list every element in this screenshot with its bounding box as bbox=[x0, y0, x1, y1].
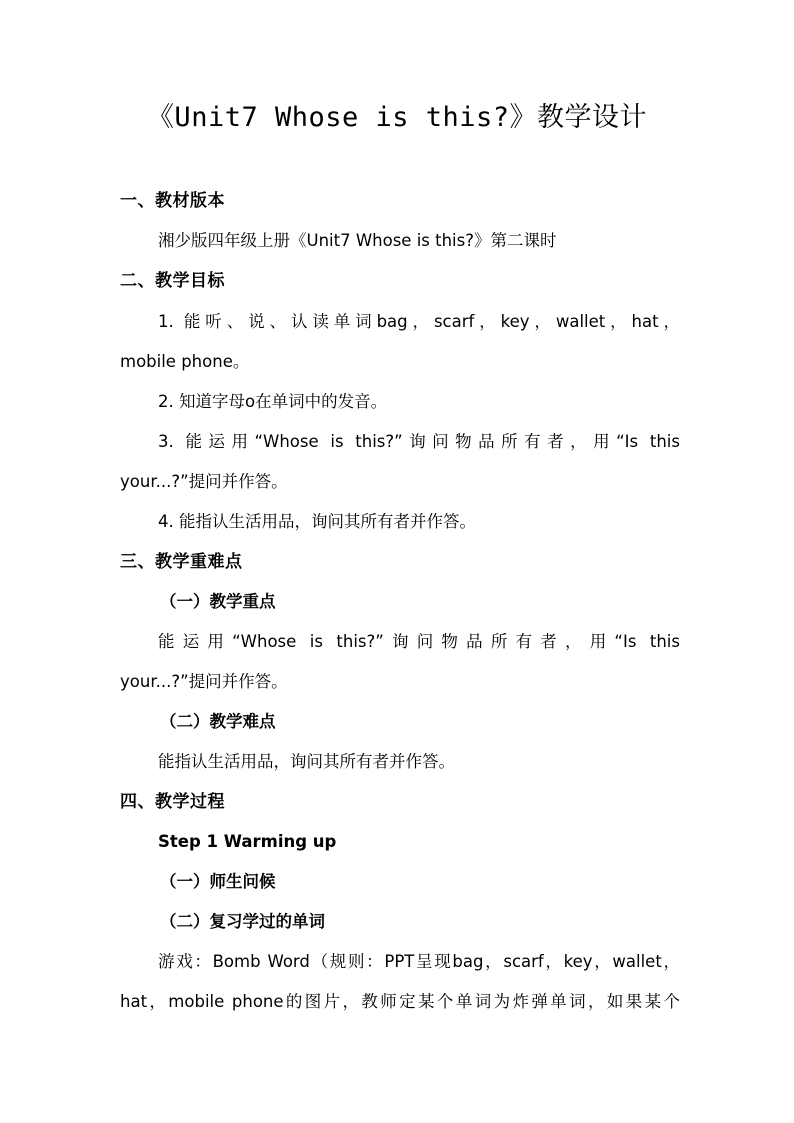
key-point-line-1: 能运用“Whose is this?”询问物品所有者，用“Is this bbox=[158, 632, 680, 651]
objective-3-line-1: 3. 能运用“Whose is this?”询问物品所有者，用“Is this bbox=[158, 432, 680, 451]
document-title: 《Unit7 Whose is this?》教学设计 bbox=[146, 102, 648, 133]
step-1-greeting: （一）师生问候 bbox=[160, 872, 276, 891]
objective-1-line-2: mobile phone。 bbox=[120, 352, 250, 371]
difficulty-text: 能指认生活用品，询问其所有者并作答。 bbox=[158, 752, 455, 771]
objective-4: 4. 能指认生活用品，询问其所有者并作答。 bbox=[158, 512, 476, 531]
section-heading-objectives: 二、教学目标 bbox=[120, 271, 225, 291]
objective-1-line-1: 1. 能听、说、认读单词bag，scarf，key，wallet，hat， bbox=[158, 312, 680, 331]
key-point-line-2: your...?”提问并作答。 bbox=[120, 672, 288, 691]
section-heading-process: 四、教学过程 bbox=[120, 792, 225, 812]
game-description-line-1: 游戏：Bomb Word（规则：PPT呈现bag，scarf，key，wallet， bbox=[158, 952, 680, 971]
objective-3-line-2: your...?”提问并作答。 bbox=[120, 472, 288, 491]
section-heading-edition: 一、教材版本 bbox=[120, 191, 225, 211]
step-1-heading: Step 1 Warming up bbox=[158, 832, 337, 851]
section-heading-key-points: 三、教学重难点 bbox=[120, 552, 243, 572]
subheading-difficulty: （二）教学难点 bbox=[160, 712, 276, 731]
edition-text: 湘少版四年级上册《Unit7 Whose is this?》第二课时 bbox=[158, 231, 557, 250]
objective-2: 2. 知道字母o在单词中的发音。 bbox=[158, 392, 388, 411]
game-description-line-2: hat，mobile phone的图片，教师定某个单词为炸弹单词，如果某个 bbox=[120, 992, 680, 1011]
subheading-key-point: （一）教学重点 bbox=[160, 592, 276, 611]
step-1-review-words: （二）复习学过的单词 bbox=[160, 912, 325, 931]
